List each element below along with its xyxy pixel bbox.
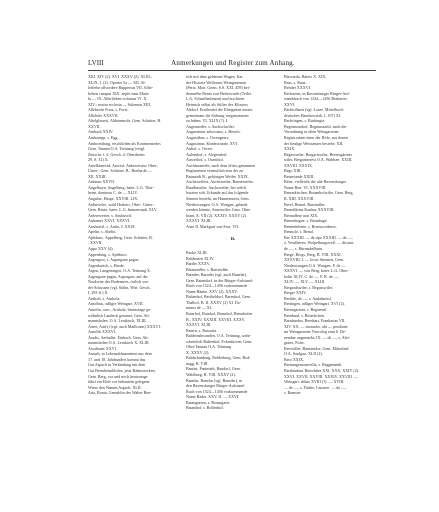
register-entry-line: im Weingartener Nacrolog zum 6. De-	[284, 329, 347, 335]
register-entry-line: letztere sich Urkunde auf das folgende	[186, 190, 249, 196]
register-entry-line: Bantist, Pantetath, Baudorf, Gem.	[186, 366, 241, 372]
register-entry-line: Gut Aspach in Verbindung mit dem	[88, 362, 146, 368]
register-entry-line: Buch von 1524—1456 vorkommende	[186, 388, 248, 394]
register-entry-line: I, 293 ff.) X.	[88, 290, 109, 296]
register-entry-line: XXXVI. XLIII.	[186, 322, 212, 328]
register-entry-line: Amelkinnwid, Anwert, Ankeweratu; Ober-,	[88, 162, 159, 168]
register-entry-line: Angulae, Haupt. XXVIII. LIX.	[88, 196, 139, 202]
register-entry-line: Barnhardus, Bernhart, Frankartas VII.	[284, 318, 346, 324]
register-entry-line: Auwerhof, s. Ouesthof.	[186, 157, 224, 163]
page-number: LVIII	[88, 59, 104, 67]
register-entry-line: Gem. Reute, baier. L.G. Immenstadt, XLV.	[88, 207, 158, 213]
register-entry-line: Arnolin, com., Arnholz, heutzutage ge-	[88, 306, 152, 312]
register-entry-line: wöhnlich Landeck genannt, Gem. Ab-	[88, 312, 150, 318]
register-entry-line: Berel, Bentel, Barrendler.	[284, 201, 326, 207]
register-entry-line: Auchsweilese, Auchsweiler, Bansenwiler,	[186, 179, 254, 185]
register-entry-line: holm XLIV. C. de —. F. R. de —,	[284, 273, 339, 279]
register-entry-line: wiler, Bergartnerest O.A. Waldsee. XXIII.	[284, 157, 353, 163]
page-title: Anmerkungen und Register zum Anhang.	[171, 59, 295, 67]
register-entry-line: demselbe Benta von Heiterwurth (Teiler	[186, 90, 252, 96]
register-entry-line: giarer, Fulre.	[284, 340, 305, 346]
register-entry-line: Baldeinshwanden, O.A. Tettnang, wahr-	[186, 333, 252, 339]
register-entry-line: Assabaner XXVI.	[88, 345, 117, 351]
register-entry-line: Allehöfe XXXVII.	[88, 112, 119, 118]
register-entry-line: Bernegartent, s. Begarentl.	[284, 306, 328, 312]
register-entry-line: Aulendorf, s. Alegendorf.	[186, 151, 228, 157]
register-entry-line: de —, s. Bürnmbelbrun.	[284, 245, 324, 251]
register-entry-line: Bennolo, s. Benal.	[284, 229, 314, 235]
register-entry-line: Altdorf. Ersehenlet die Elengatten ausser	[186, 107, 253, 113]
register-entry-line: 29, S. 31) X.	[88, 157, 109, 163]
register-entry-line: Augustibus, s. Owengezrs.	[186, 135, 230, 141]
register-entry-line: minus de — XI.	[186, 305, 213, 311]
register-entry-line: XXXVIII. I. — locus Stienten, Gem.	[284, 257, 344, 263]
register-entry-line: XXXVI. — von Berg, baier. L.G. Ober-	[284, 268, 349, 274]
register-entry-line: Barnder, Barnder (vgl. auch Banelar),	[186, 272, 248, 278]
register-entry-line: Wiese den Namen Aspach. XLII.	[88, 384, 142, 390]
register-entry-line: XXVI. XXVII. XXVIII. XXXIV. XXVIII. —	[284, 373, 358, 379]
register-entry-line: Arnet, Arn(s) (vgl. auch Maillonen) XXXVI.	[88, 323, 161, 329]
register-entry-line: zember angemerkt; IX. — de —, s. Alet-	[284, 334, 351, 340]
register-entry-line: standsbuch von 1324—1456 Besbarter,	[284, 96, 348, 102]
register-entry-line: Ber XXXIII. — de tipo XXXIII. — de —,	[284, 234, 353, 240]
register-entry-line: Thalhof, B. II. XXXV (2) XI. Do-	[186, 299, 242, 305]
register-entry-line: Benonkirchen, Bonanhofwiler, Gem. Berg,	[284, 190, 354, 196]
register-entry-line: Arnolbus, adliger Weingart. XVII.	[88, 301, 144, 307]
register-entry-line: Beizmunde XXIII.	[284, 173, 315, 179]
register-entry-line: werden könnte, Amenwiler, Gem. Ober-	[186, 207, 252, 213]
register-entry-line: der Schussen (vgl. Stälin, Wirt. Gesch.	[88, 284, 151, 290]
register-entry-line: Niederwangen, O.A. Wangen, gelandt	[186, 201, 248, 207]
register-entry-line: Unter-, Gem. Schütter, B., Bertha de —	[88, 168, 153, 174]
register-entry-line: Anshusvil, s. Ainlu, J. XXIX.	[88, 223, 136, 229]
register-entry-line: Niederwangen O.A. Wangen. F. de —	[284, 262, 346, 268]
register-entry-line: Anhamer XXVI. XXXVI.	[88, 218, 131, 224]
register-entry-line: L.G. Schnellenlinsen) und erschient	[186, 96, 245, 102]
register-column-1	[88, 74, 182, 396]
register-entry-line: Ambompp, s. Egg.	[88, 135, 119, 141]
register-entry-line: Bechtingen, s. Burkingie.	[284, 118, 326, 124]
register-entry-line: Berthauban, Bertoldtes XXI. XXX. XXIV (2).	[284, 367, 360, 373]
register-entry-line: XXVI.	[284, 101, 296, 107]
register-entry-line: Bernungesuonevilla, s. Beggenantli.	[284, 362, 343, 368]
register-entry-line: Baumhof, s. Bollenhof.	[186, 405, 224, 411]
register-entry-line: Waldburg, B. VIII. XXXV (2).	[186, 371, 236, 377]
section-letter: B.	[230, 236, 236, 242]
register-entry-line: Arnholt, s. Arnholz.	[88, 295, 121, 301]
register-entry-line: B., XXIV. XXXIII. XXVIII. XXXV.	[186, 316, 246, 322]
register-entry-line: XXVII.	[88, 123, 101, 129]
header-rule	[88, 70, 376, 71]
register-entry-line: Bärwarda, Baiers X. XIX.	[284, 74, 327, 79]
register-entry-line: Asmeh, in Lebensdokumenten aus dem	[88, 351, 152, 357]
register-entry-line: Allebrode Forst, s. Forst.	[88, 107, 129, 113]
register-entry-line: Registrorium einer der Höfe, aus denen	[284, 135, 348, 141]
register-entry-line: rich mit dem goldenen Wagen. Kat.	[186, 74, 244, 79]
register-entry-line: der heutige Weissenaer bestehe. XII.	[284, 140, 344, 146]
register-entry-line: Anlerewerter, s. Anshusvil.	[88, 212, 133, 218]
register-entry-line: Weingart. abbas XVIII (?). — XVIII.	[284, 379, 345, 385]
register-entry-line: Appo XXV (4).	[88, 245, 114, 251]
register-entry-line: Bainstedt B., gehörigen Weiler. XXIX.	[186, 173, 249, 179]
register-entry-line: Name Bänke. XXV (2). XXXV.	[186, 288, 238, 294]
register-entry-line: der Historia Welforum Weingartensis	[186, 79, 247, 85]
register-entry-line: — de —, s. Fürthe, Lauzere. — de —,	[284, 384, 347, 390]
register-entry-line: Appenburg, s. Apleburc.	[88, 251, 128, 257]
register-entry-line: Benediktins Konkur XXXVIII.	[284, 207, 335, 213]
register-entry-line: den Ravensburger Bürger-Aufstand-	[186, 383, 245, 389]
register-entry-line: Name Bader. XXV. II. — XXVI.	[186, 394, 240, 400]
register-entry-line: XXXVI. XLIII.	[186, 218, 212, 224]
register-entry-line: Anlinwelre, wahl Horberr, Ober-, Unter-,	[88, 201, 155, 207]
register-entry-line: Baumgarten, s. Boumgarte.	[186, 399, 231, 405]
register-entry-line: B. XIII. XXXVIII.	[284, 196, 315, 202]
register-entry-line: Aaze II. Markgraf von Este. VII.	[186, 223, 239, 229]
register-entry-line: Atta, Bonta, Gemahlin des Walter Ben-	[88, 390, 152, 396]
register-entry-line: Becharten, in Ravensburger Bürger-Auf-	[284, 90, 351, 96]
register-entry-line: Baierhof, Bainhof, Bainshof, Beinshofen	[186, 310, 253, 316]
register-entry-line: Bertingen, adliger Weingart. XVI (2).	[284, 301, 345, 307]
page-header	[88, 58, 378, 68]
register-entry-line: XXVIII. XXXIX.	[284, 162, 313, 168]
register-entry-line: Buch von 1524—1456 vorkommende	[186, 283, 248, 289]
register-entry-line: Name Beir. VI. XXXVIII.	[284, 184, 327, 190]
register-entry-line: Barder XXXV.	[186, 261, 211, 267]
register-entry-line: Argengow, s. Argengaue pagus.	[88, 257, 140, 263]
register-entry-line: Apelin, s. Abelin.	[88, 229, 117, 235]
register-entry-line: scheinlich Baltenhof, Eckenhoven, Gem.	[186, 338, 253, 344]
register-entry-line	[186, 229, 280, 235]
register-entry-line: Baltenhof, Bertholdorf, Barenhof, Gem.	[186, 294, 251, 300]
register-entry-line: Anfunm XXVII.	[88, 179, 115, 185]
register-entry-line: XIII. XIV (2). XVI. XXXV (2). XLIII.;	[88, 74, 153, 79]
register-entry-line: Beginnesten vermutlich eins der zu	[186, 168, 244, 174]
register-entry-line: Benendelenie, s. Brenwoodenes.	[284, 223, 337, 229]
register-entry-line: 17. und 18. Jahrhundert kommt das	[88, 356, 146, 362]
register-entry-line: a. Vesalheren, Wolpelburgswell. — dicatus	[284, 240, 354, 246]
register-entry-line: Baldsonen XLIV.	[186, 255, 215, 261]
register-entry-line: Argen, Langenargen, O.A. Tettnang X.	[88, 268, 151, 274]
register-entry-line: O.A. Saulgau. XLII (2).	[284, 351, 323, 357]
register-entry-line: gemeinsam die Stiftung vergenommen	[186, 112, 249, 118]
register-entry-line: Begasswiler, Bergartswiler, Beeresgärtner	[284, 151, 352, 157]
register-entry-line: Baudhawiler, Auchsweiler, bei welch	[186, 184, 247, 190]
register-entry-line: (Pertz, Mon. Germ. S.S. XXI, 459) bei-	[186, 85, 251, 91]
register-entry-line: Aradis, Aerbalbe, Einbach, Gem. Ab-	[88, 334, 149, 340]
register-entry-line: Beginmondorf, Beginmaarlit, nach der	[284, 123, 347, 129]
register-entry-line: Bärmendler, s. Barrendler.	[186, 266, 229, 272]
register-entry-line: Augenrieder, s. Auchschwiler.	[186, 123, 235, 129]
register-entry-line: Altelglasseit, Altheinmole, Gem. Schütter, B.	[88, 118, 162, 124]
register-entry-line: , XXVII.	[88, 240, 103, 246]
register-entry-line: Bernadlese utat XIX.	[284, 212, 319, 218]
register-entry-line: X. XXXV (2).	[186, 349, 210, 355]
register-entry-line: XII. XXIII.	[88, 173, 107, 179]
register-entry-line: heim, dominus C. de — XLIV.	[88, 190, 138, 196]
register-entry-line: Apleburc, Appelberg, Gem. Schütter, B.	[88, 234, 153, 240]
register-entry-line: lieben campus XIX. zepfe zum Marie	[88, 90, 149, 96]
register-column-2	[186, 74, 280, 411]
register-entry-line: Heinrich selbst als Stifter des Klosters	[186, 101, 248, 107]
register-entry-line: XXIX.	[284, 146, 296, 152]
register-entry-line: Berge, Bergs, Berg, B. VIII. XXXI.	[284, 251, 342, 257]
register-entry-line: Bero XXIX.	[284, 356, 305, 362]
register-entry-line: brant, E. VII (2). XXXIV. XXXV (2).	[186, 212, 248, 218]
register-entry-line: Ambach XXIV.	[88, 129, 114, 135]
register-column-3	[284, 74, 378, 396]
register-entry-line: Benonbogue, s. Baunbuge.	[284, 218, 328, 224]
register-entry-line: Gem. Tannen O.A. Tettnang (vergl.	[88, 146, 146, 152]
register-entry-line: nagg, B. VIII.	[186, 360, 209, 366]
register-entry-line: Berger XXIV.	[284, 290, 307, 296]
register-entry-line: s. Ramsee.	[284, 390, 302, 396]
register-entry-line: Berhite, de —, s. Andalmeisl.	[284, 295, 332, 301]
register-entry-line: Bergardswiler, s. Begasswiler.	[284, 284, 333, 290]
register-entry-line: Baxt, s. Bauz.	[284, 79, 307, 85]
register-entry-line: Baiern, s. Baioaria.	[186, 327, 218, 333]
register-entry-line: deutsches Handwörterb. I, 197) XI.	[284, 112, 342, 118]
register-entry-line: Bache XLIII.	[186, 249, 208, 255]
register-entry-line: zu haben. VI. XLIX (?). I.	[186, 118, 229, 124]
register-entry-line: Angelhayn, Angelberg, baier. L.G. Thür-	[88, 184, 154, 190]
register-entry-line: Berrwiller, Bärmendor, Gem. Ebhorlied	[284, 345, 349, 351]
register-entry-line: Auhof, s. Owen.	[186, 146, 213, 152]
register-entry-line: Ober-Tannau O.A. Tettnang	[186, 344, 232, 350]
register-entry-line: Baldschanburg, Bolderburg, Gem. Bod-	[186, 355, 251, 361]
register-entry-line: Arnolds XXXVI.	[88, 329, 117, 335]
register-entry-line: Zeitschr. f. d. Gesch. d. Oberrheins	[88, 151, 145, 157]
register-entry-line: Gem. Berg, vor und noch heutzutage	[88, 373, 148, 379]
register-entry-line: Nordseite des Bodensees, östlich von	[88, 279, 149, 285]
register-entry-line: Augustinus, Kindeszurate, XVI.	[186, 140, 239, 146]
register-entry-line: mannsholen, O.A. Leutkirch, XLIII.	[88, 318, 147, 324]
register-entry-line: XLIX. I. (2). Oportet 5a — XII. Al-	[88, 79, 146, 85]
register-entry-line: Bego XIII.	[284, 168, 302, 174]
register-entry-line: Beier, vielleicht der alte Ravensburger	[284, 179, 347, 185]
register-entry-line: XLIV. — XLV. — XLIII.	[284, 279, 326, 285]
register-entry-line: Augustenstr advocatus, s. Heselo.	[186, 129, 241, 135]
register-entry-line: führt ein Hofe vor bebautem gelegene	[88, 379, 150, 385]
register-entry-line: Argengaue pagus, Argengaw, auf der	[88, 273, 148, 279]
register-entry-line: Sönnen bezieht, im Hunnenstein, Gem.	[186, 196, 250, 202]
register-entry-line: Verordnung in alten Weingartener	[284, 129, 339, 135]
register-entry-line: Beinler XXXVI.	[284, 85, 311, 91]
register-entry-line: Ambromburg, erschlichen als Kontmenterles	[88, 140, 161, 146]
register-entry-line: lu — IX. Allerlieben voluntas VI. X.	[88, 96, 148, 102]
register-entry-line: XIV.; nostra ecclesia — Salomon XIII.	[88, 101, 151, 107]
register-entry-line: Gut Bermheimblofen, jetzt Bahnstrecken,	[88, 367, 156, 373]
register-entry-line: Auchinomerlit, nach dem öfters genannten	[186, 162, 256, 168]
register-entry-line: Bernhard, s. Bitterlichen.	[284, 312, 325, 318]
register-entry-line: Gem. Baiendorf, in der Bürger-Aufstand-	[186, 277, 254, 283]
register-entry-line: lerliebe allvordere Rüppertus VII. Aller-	[88, 85, 154, 91]
register-entry-line: Banelar, Banelar (vgl. Barnder), in	[186, 377, 243, 383]
register-entry-line: Bechtolhsen (vgl. Lauer, Mittelhoch-	[284, 107, 344, 113]
register-entry-line: XIV. XX. — monachs, abt — prudituer	[284, 323, 348, 329]
register-entry-line: mannsholen O.A. Leutkirch X. XLIII.	[88, 340, 150, 346]
register-entry-line: Argenbarich, s. Harde.	[88, 262, 125, 268]
